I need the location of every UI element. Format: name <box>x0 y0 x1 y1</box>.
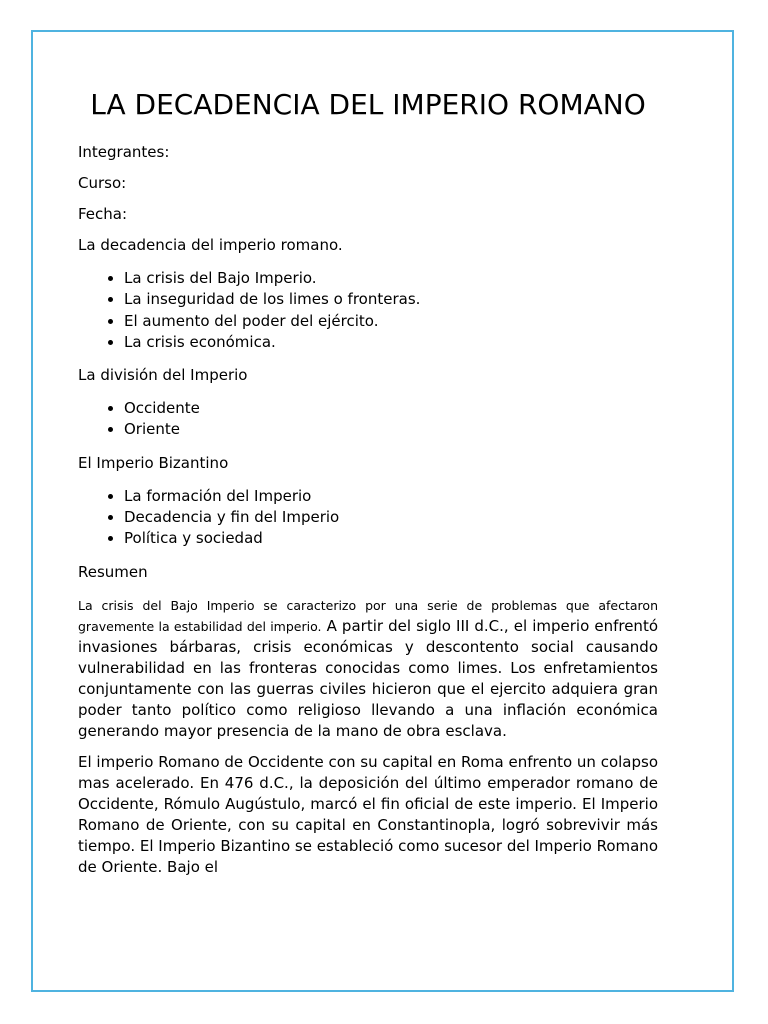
summary-paragraph-1 <box>78 595 658 742</box>
section-heading-decadencia: La decadencia del imperio romano. <box>78 236 343 254</box>
list-bizantino <box>78 486 658 550</box>
list-division <box>78 398 658 441</box>
document-title: LA DECADENCIA DEL IMPERIO ROMANO <box>90 88 646 121</box>
integrantes-label: Integrantes: <box>78 143 170 161</box>
fecha-label: Fecha: <box>78 205 128 223</box>
resumen-heading: Resumen <box>78 562 148 581</box>
list-item: • Política y sociedad <box>124 528 658 549</box>
list-item: • Occidente <box>124 398 658 419</box>
list-item: • Decadencia y fin del Imperio <box>124 507 658 528</box>
document-body <box>78 84 658 888</box>
summary-paragraph-2: El imperio Romano de Occidente con su capital en Roma enfrento un colapso mas acelerado. En 476 d.C., la deposición del último emperador romano de Occidente, Rómulo Augústulo, marcó el fin oficial de este imperio. El Imperio Romano de Oriente, con su capital en Constantinopla, logró sobrevivir más tiempo. El Imperio Bizantino se estableció como sucesor del Imperio Romano de Oriente. Bajo el <box>78 752 658 876</box>
list-item: • La crisis del Bajo Imperio. <box>124 268 658 289</box>
list-decadencia <box>78 268 658 353</box>
section-heading-bizantino: El Imperio Bizantino <box>78 453 229 472</box>
list-item: • Oriente <box>124 419 658 440</box>
summary-paragraph-1-rest: A partir del siglo III d.C., el imperio enfrentó invasiones bárbaras, crisis económicas y descontento social causando vulnerabilidad en las fronteras conocidas como limes. Los enfretamientos conjuntamente con las guerras civiles hicieron que el ejercito adquiera gran poder tanto político como religioso llevando a una inflación económica generando mayor presencia de la mano de obra esclava. <box>78 616 658 740</box>
list-item: • La crisis económica. <box>124 332 658 353</box>
curso-label: Curso: <box>78 174 127 192</box>
list-item: • El aumento del poder del ejército. <box>124 311 658 332</box>
list-item: • La formación del Imperio <box>124 486 658 507</box>
section-heading-division: La división del Imperio <box>78 366 248 385</box>
summary-paragraph-1-small: La crisis del Bajo Imperio se caracterizo por una serie de problemas que afectaron gravemente la estabilidad del imperio. <box>78 597 658 634</box>
list-item: • La inseguridad de los limes o fronteras. <box>124 289 658 310</box>
